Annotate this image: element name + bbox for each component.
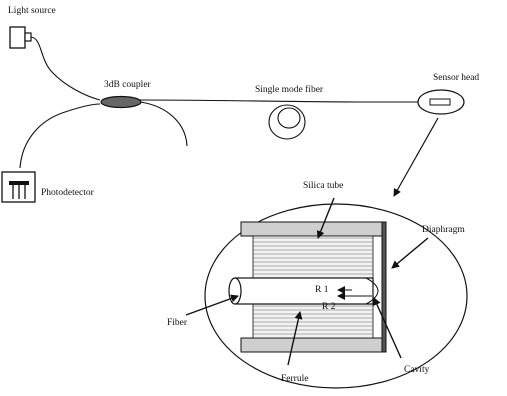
fiber-label: Fiber xyxy=(167,318,188,328)
single-mode-fiber-line xyxy=(140,100,428,102)
coupler-label: 3dB coupler xyxy=(104,80,151,90)
ferrule-upper xyxy=(253,236,373,278)
sensor-head-label: Sensor head xyxy=(433,73,480,83)
light-source-label: Light source xyxy=(8,6,56,16)
photodetector-device xyxy=(2,172,35,202)
source-fiber-line xyxy=(31,37,100,100)
ferrule-lower xyxy=(253,304,373,338)
fiber-coil xyxy=(269,105,305,139)
diaphragm-plate xyxy=(382,222,386,352)
silica-tube-top xyxy=(241,222,382,236)
zoom-arrow xyxy=(394,118,438,196)
ferrule-label: Ferrule xyxy=(281,374,309,384)
r2-label: R 2 xyxy=(322,302,336,312)
diaphragm-label: Diaphragm xyxy=(422,225,465,235)
fiber-core xyxy=(235,278,373,304)
detector-fiber-line xyxy=(20,104,100,168)
silica-tube-label: Silica tube xyxy=(303,181,344,191)
cavity-label: Cavity xyxy=(404,365,430,375)
fiber-end-face xyxy=(229,278,241,304)
sensor-head-device xyxy=(418,90,464,114)
silica-tube-bottom xyxy=(241,338,382,352)
r1-label: R 1 xyxy=(315,285,329,295)
light-source-device xyxy=(10,27,31,48)
photodetector-label: Photodetector xyxy=(41,188,94,198)
coupler-free-end xyxy=(140,102,187,146)
single-mode-fiber-label: Single mode fiber xyxy=(255,85,324,95)
coupler-device xyxy=(101,97,141,108)
